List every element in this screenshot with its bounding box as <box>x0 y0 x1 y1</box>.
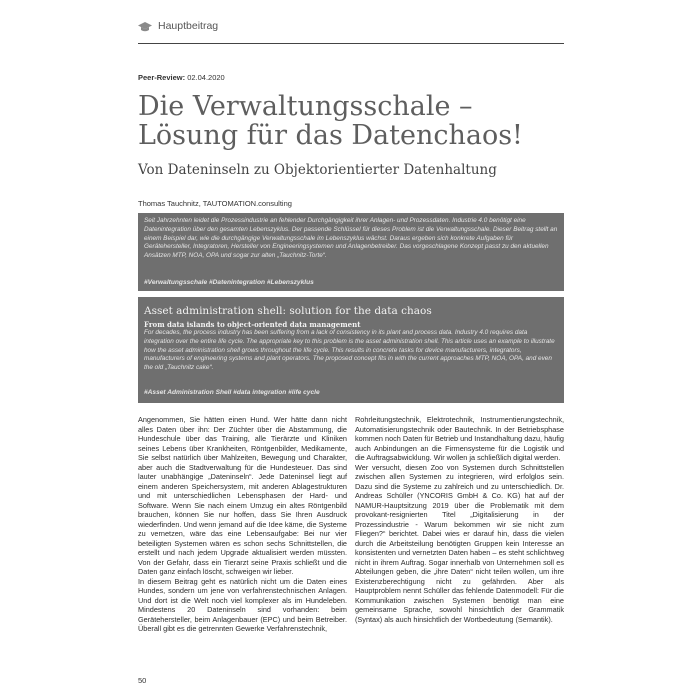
author-line: Thomas Tauchnitz, TAUTOMATION.consulting <box>138 199 292 208</box>
peer-review-date: 02.04.2020 <box>185 73 225 82</box>
body-column-right <box>355 415 564 624</box>
peer-review-line <box>138 73 225 82</box>
title-line-1: Die Verwaltungsschale – <box>138 91 473 122</box>
page-number: 50 <box>138 676 147 685</box>
section-label: Hauptbeitrag <box>158 20 219 32</box>
body-column-left <box>138 415 347 634</box>
abstract-german: Seit Jahrzehnten leidet die Prozessindustrie an fehlender Durchgängigkeit ihrer Anlagen- und Prozessdaten. Industrie 4.0 benötigt eine Datenintegration über den gesamten Lebenszyklus. Der passende Schlüssel für dieses Problem ist die Verwaltungsschale. Dieser Beitrag stellt an einem Beispiel dar, wie die durchgängige Verwaltungsschale im Lebenszyklus wächst. Daraus ergeben sich konkrete Aufgaben für Gerätehersteller, Integratoren, Hersteller von Engineeringsystemen und Anlagenbetreiber. Das vorgeschlagene Konzept passt zu den aktuellen Ansätzen MTP, NOA, OPA und sogar zur alten „Tauchnitz-Torte“. <box>144 217 558 260</box>
header-rule <box>138 43 564 44</box>
abstract-box <box>138 213 564 403</box>
abstract-english: For decades, the process industry has been suffering from a lack of consistency in its plant and process data. Industry 4.0 requires data integration over the entire life cycle. The appropriate key to this problem is the asset administration shell. This article uses an example to illustrate how the asset administration shell grows throughout the life cycle. This results in concrete tasks for device manufacturers, integrators, manufacturers of engineering systems and plant operators. The proposed concept fits in with the current approaches MTP, NOA, OPA, and even the old „Tauchnitz cake“. <box>144 329 555 372</box>
body-paragraph: Wer versucht, diesen Zoo von Systemen durch Schnittstellen zwischen allen Systemen zu integrieren, wird erfolglos sein. Dazu sind die Systeme zu zahlreich und zu unterschiedlich. Dr. Andreas Schüller (YNCORIS GmbH & Co. KG) hat auf der NAMUR-Hauptsitzung 2019 über die Problematik mit dem provokant-resignierten Titel „Digitalisierung in der Prozessindustrie - Warum bekommen wir sie nicht zum Fliegen?“ berichtet. Dabei wies er darauf hin, dass die vielen durch die Arbeitsteilung benötigten Gruppen kein Interesse an konsistenten und vernetzten Daten haben – es steht schlichtweg nicht in ihrem Auftrag. Sogar innerhalb von Unternehmen soll es Abteilungen geben, die „ihre Daten“ nicht teilen wollen, um ihre Existenzberechtigung nicht zu gefährden. Aber als Hauptproblem nennt Schüller das fehlende Datenmodell: Für die Kommunikation zwischen Systemen benötigt man eine gemeinsame Sprache, sowohl hinsichtlich der Grammatik (Syntax) als auch hinsichtlich der Wortbedeutung (Semantik). <box>355 462 564 624</box>
mortarboard-icon <box>138 21 152 33</box>
german-keywords: #Verwaltungsschale #Datenintegration #Lebenszyklus <box>144 279 314 286</box>
article-subtitle: Von Dateninseln zu Objektorientierter Datenhaltung <box>138 162 497 178</box>
body-paragraph: In diesem Beitrag geht es natürlich nicht um die Daten eines Hundes, sondern um jene von verfahrenstechnischen Anlagen. Und dort ist die Welt noch viel komplexer als im Hundeleben. Mindestens 20 Dateninseln sind vorhanden: beim Gerätehersteller, beim Anlagenbauer (EPC) und beim Betreiber. Überall gibt es die getrennten Gewerke Verfahrenstechnik, <box>138 576 347 633</box>
article-title <box>138 92 578 150</box>
peer-review-label: Peer-Review: <box>138 73 186 82</box>
abstract-separator <box>138 291 564 297</box>
english-title: Asset administration shell: solution for the data chaos <box>144 305 432 317</box>
english-keywords: #Asset Administration Shell #data integration #life cycle <box>144 389 320 396</box>
english-subtitle: From data islands to object-oriented data management <box>144 320 361 329</box>
body-paragraph: Rohrleitungstechnik, Elektrotechnik, Instrumentierungstechnik, Automatisierungstechnik oder Bautechnik. In der Betriebsphase kommen noch Daten für Betrieb und Instandhaltung dazu, häufig auch Anbindungen an die Firmensysteme für die Logistik und die Auftragsabwicklung. Wir wollen ja schließlich digital werden. <box>355 415 564 462</box>
section-header <box>138 18 564 40</box>
title-line-2: Lösung für das Datenchaos! <box>138 120 523 151</box>
body-paragraph: Angenommen, Sie hätten einen Hund. Wer hätte dann nicht alles Daten über ihn: Der Züchter über die Abstammung, die Hundeschule über das Training, alle Tierärzte und Kliniken seines Lebens über Krankheiten, Röntgenbilder, Medikamente, Sie selbst natürlich über Mahlzeiten, Bewegung und Charakter, aber auch die Stadtverwaltung für die Hundesteuer. Das sind lauter unabhängige „Dateninseln“. Jede Dateninsel liegt auf einem anderen Speichersystem, mit anderen Ablagestrukturen und mit unterschiedlichen Lebensphasen der Hard- und Software. Wenn Sie nach einem Umzug ein altes Röntgenbild brauchen, können Sie nur hoffen, dass Sie Ihren Ausdruck wiederfinden. Und wenn jemand auf die Idee käme, die Systeme zu vernetzen, wäre das eine Lebensaufgabe: Bei nur vier beteiligten Systemen wären es schon sechs Schnittstellen, die erstellt und nach jedem Upgrade aktualisiert werden müssten. Von der Gefahr, dass ein Tierarzt seine Praxis schließt und die Daten ganz einfach löscht, schweigen wir lieber. <box>138 415 347 576</box>
